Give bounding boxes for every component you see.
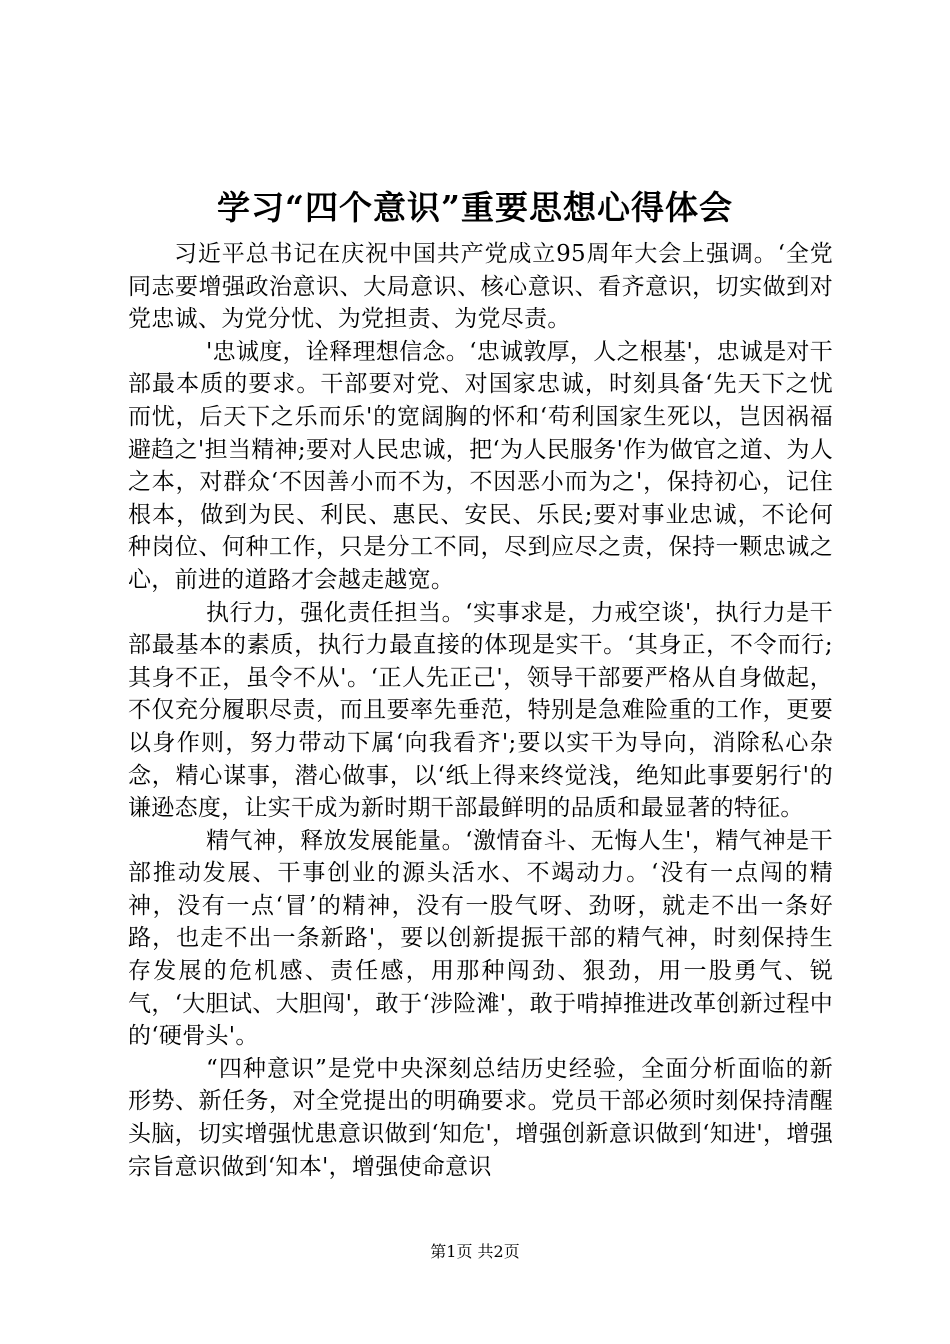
paragraph-loyalty: '忠诚度，诠释理想信念。‘忠诚敦厚，人之根基'，忠诚是对干部最本质的要求。干部要对党、对国家忠诚，时刻具备‘先天下之忧而忧，后天下之乐而乐'的宽阔胸的怀和‘苟利国家生死以，岂因祸福避趋之'担当精神;要对人民忠诚，把‘为人民服务'作为做官之道、为人之本，对群众‘不因善小而不为，不因恶小而为之'，保持初心，记住根本，做到为民、利民、惠民、安民、乐民;要对事业忠诚，不论何种岗位、何种工作，只是分工不同，尽到应尽之责，保持一颗忠诚之心，前进的道路才会越走越宽。 bbox=[128, 338, 833, 593]
page-footer: 第1页 共2页 bbox=[430, 1242, 520, 1261]
document-body bbox=[128, 238, 833, 1183]
paragraph-spirit: 精气神，释放发展能量。‘激情奋斗、无悔人生'，精气神是干部推动发展、干事创业的源头活水、不竭动力。‘没有一点闯的精神，没有一点‘冒’的精神，没有一股气呀、劲呀，就走不出一条好路，也走不出一条新路'，要以创新提振干部的精气神，时刻保持生存发展的危机感、责任感，用那种闯劲、狠劲，用一股勇气、锐气，‘大胆试、大胆闯'，敢于‘涉险滩'，敢于啃掉推进改革创新过程中的‘硬骨头'。 bbox=[128, 827, 833, 1050]
document-title: 学习“四个意识”重要思想心得体会 bbox=[217, 188, 733, 227]
paragraph-execution: 执行力，强化责任担当。‘实事求是，力戒空谈'，执行力是干部最基本的素质，执行力最直接的体现是实干。‘其身正，不令而行;其身不正，虽令不从'。‘正人先正己'，领导干部要严格从自身做起，不仅充分履职尽责，而且要率先垂范，特别是急难险重的工作，更要以身作则，努力带动下属‘向我看齐';要以实干为导向，消除私心杂念，精心谋事，潜心做事，以‘纸上得来终觉浅，绝知此事要躬行'的谦逊态度，让实干成为新时期干部最鲜明的品质和最显著的特征。 bbox=[128, 599, 833, 822]
paragraph-four-consciousness: “四种意识”是党中央深刻总结历史经验，全面分析面临的新形势、新任务，对全党提出的明确要求。党员干部必须时刻保持清醒头脑，切实增强忧患意识做到‘知危'，增强创新意识做到‘知进'，增强宗旨意识做到‘知本'，增强使命意识 bbox=[128, 1055, 833, 1180]
paragraph-intro: 习近平总书记在庆祝中国共产党成立95周年大会上强调。‘全党同志要增强政治意识、大局意识、核心意识、看齐意识，切实做到对党忠诚、为党分忧、为党担责、为党尽责。 bbox=[128, 241, 833, 333]
